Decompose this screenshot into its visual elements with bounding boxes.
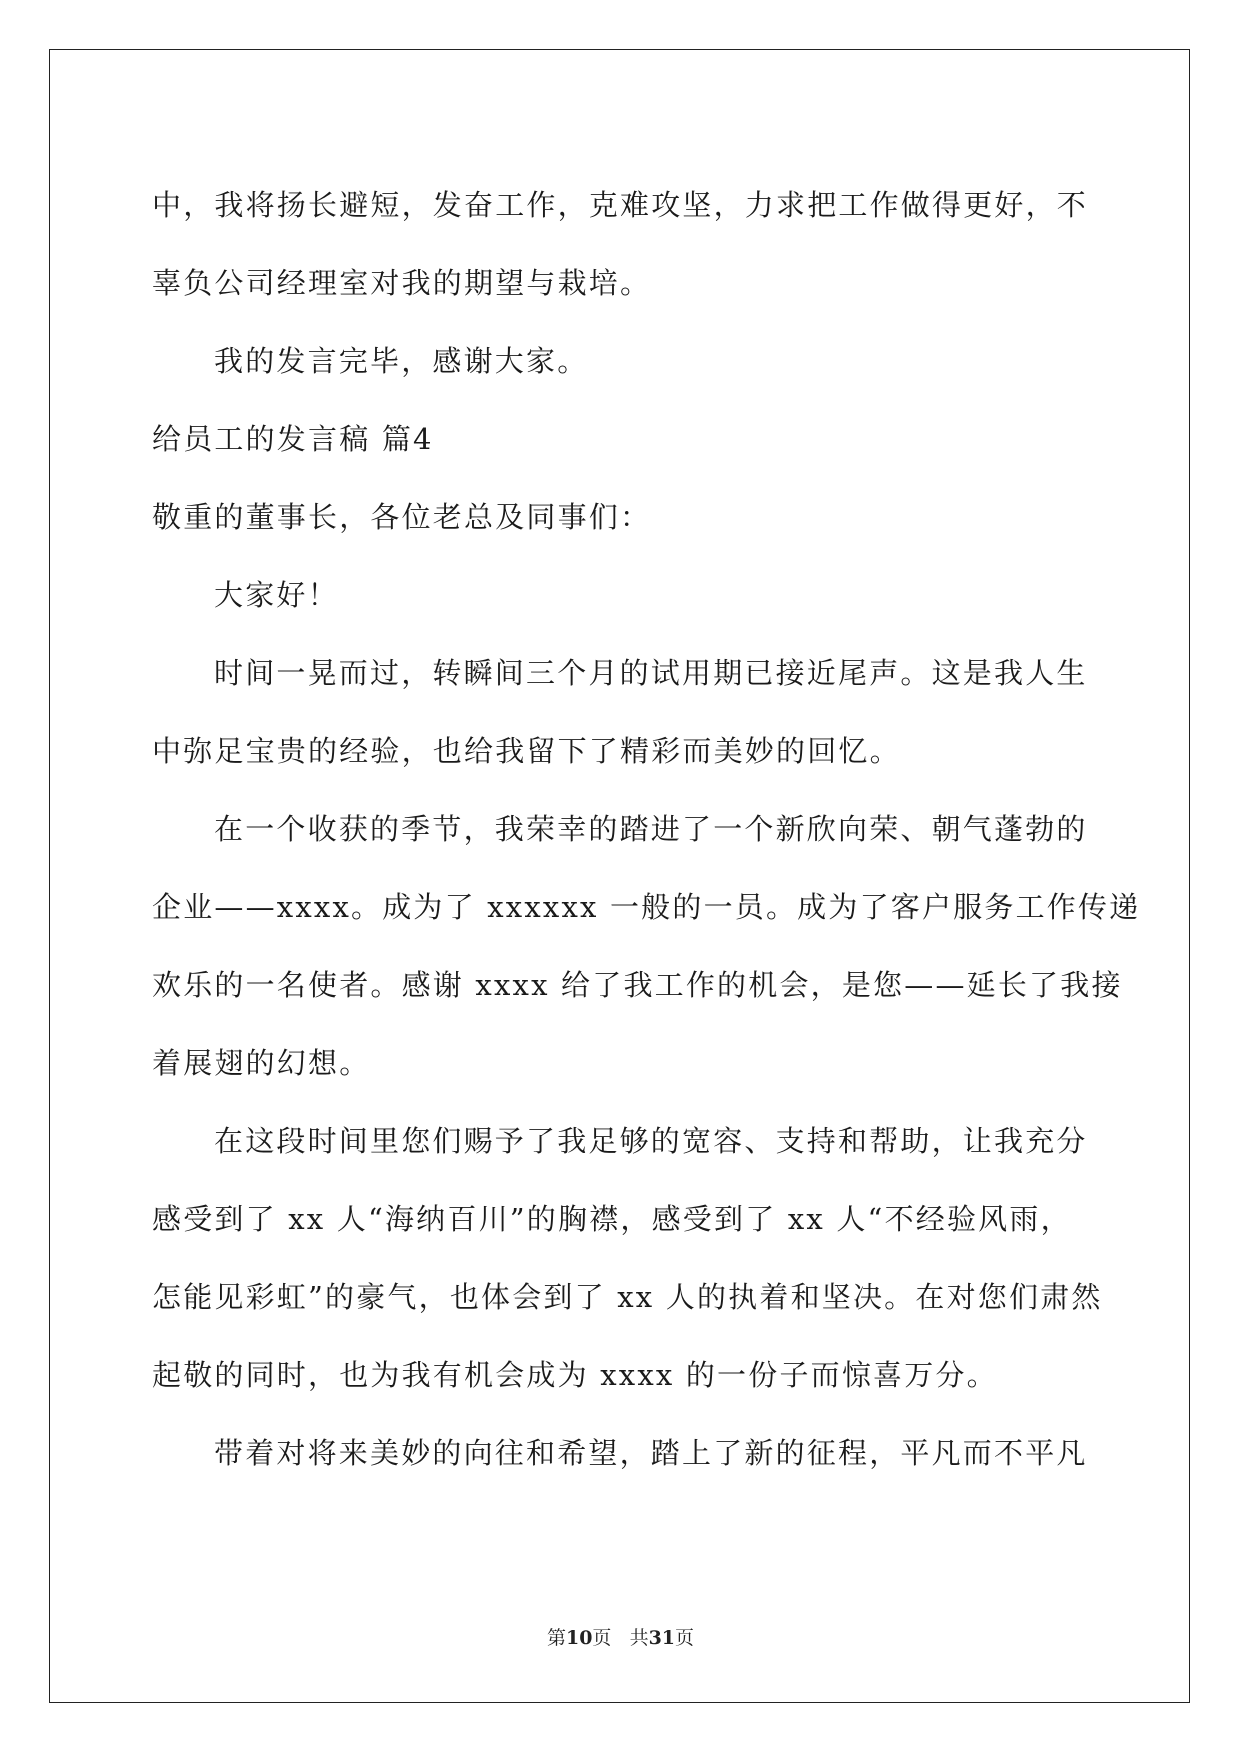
text-line: 感受到了 xx 人“海纳百川”的胸襟，感受到了 xx 人“不经验风雨， [152,1202,1072,1236]
text-line: 在一个收获的季节，我荣幸的踏进了一个新欣向荣、朝气蓬勃的 [214,812,1088,846]
footer-total-suffix: 页 [675,1627,695,1649]
total-pages: 31 [648,1627,676,1649]
text-line: 起敬的同时，也为我有机会成为 xxxx 的一份子而惊喜万分。 [152,1358,998,1392]
page-number: 10 [565,1627,593,1649]
footer-page-suffix: 页 [592,1627,612,1649]
document-body [152,166,1141,1492]
text-line: 企业——xxxx。成为了 xxxxxx 一般的一员。成为了客户服务工作传递 [152,890,1141,924]
text-line: 我的发言完毕，感谢大家。 [214,344,589,378]
footer-total-prefix: 共 [629,1627,649,1649]
text-line: 中弥足宝贵的经验，也给我留下了精彩而美妙的回忆。 [152,734,901,768]
section-heading: 给员工的发言稿 篇4 [152,422,434,456]
page-footer [0,1626,1241,1650]
text-line: 着展翅的幻想。 [152,1046,371,1080]
text-line: 时间一晃而过，转瞬间三个月的试用期已接近尾声。这是我人生 [214,656,1088,690]
text-line: 带着对将来美妙的向往和希望，踏上了新的征程，平凡而不平凡 [214,1436,1088,1470]
text-line: 欢乐的一名使者。感谢 xxxx 给了我工作的机会，是您——延长了我接 [152,968,1123,1002]
footer-prefix: 第 [546,1627,566,1649]
text-line: 中，我将扬长避短，发奋工作，克难攻坚，力求把工作做得更好，不 [152,188,1089,222]
salutation: 敬重的董事长，各位老总及同事们： [152,500,652,534]
text-line: 辜负公司经理室对我的期望与栽培。 [152,266,652,300]
greeting: 大家好！ [214,578,339,612]
text-line: 在这段时间里您们赐予了我足够的宽容、支持和帮助，让我充分 [214,1124,1088,1158]
text-line: 怎能见彩虹”的豪气，也体会到了 xx 人的执着和坚决。在对您们肃然 [152,1280,1103,1314]
